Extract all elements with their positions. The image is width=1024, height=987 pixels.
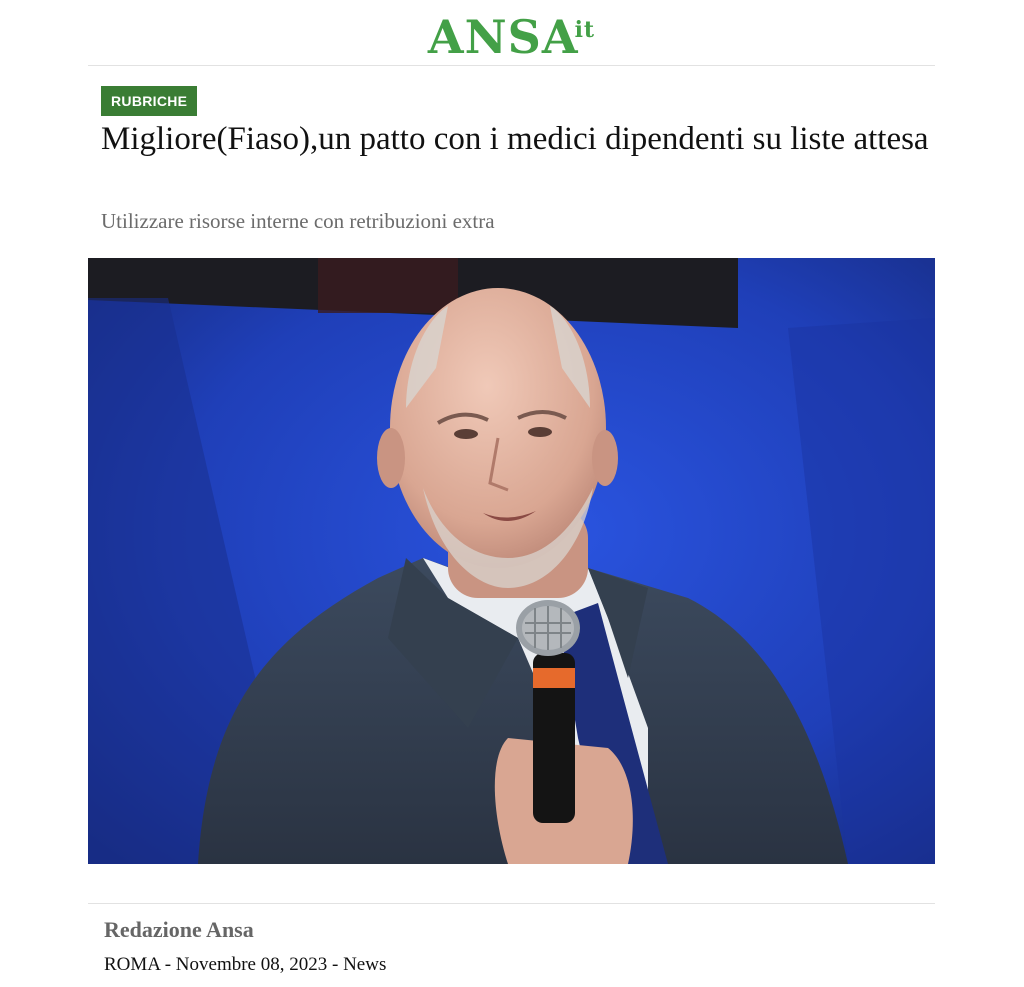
dateline-location: ROMA: [104, 954, 160, 975]
byline-divider: [88, 903, 935, 904]
article-subtitle: Utilizzare risorse interne con retribuzioni extra: [101, 209, 495, 233]
dateline-date: Novembre 08, 2023: [175, 954, 328, 975]
site-header: [88, 0, 935, 66]
article-title: Migliore(Fiaso),un patto con i medici dipendenti su liste attesa: [101, 121, 929, 157]
category-badge[interactable]: RUBRICHE: [101, 86, 197, 116]
article-dateline: ROMA - Novembre 08, 2023 - News: [104, 954, 387, 975]
article-photo: [88, 258, 935, 864]
ansa-logo[interactable]: [88, 4, 935, 63]
logo-main-text: ANSA: [427, 10, 579, 64]
author-name: Redazione Ansa: [104, 917, 254, 942]
dateline-section[interactable]: News: [343, 954, 387, 975]
logo-suffix-text: it: [574, 17, 596, 43]
